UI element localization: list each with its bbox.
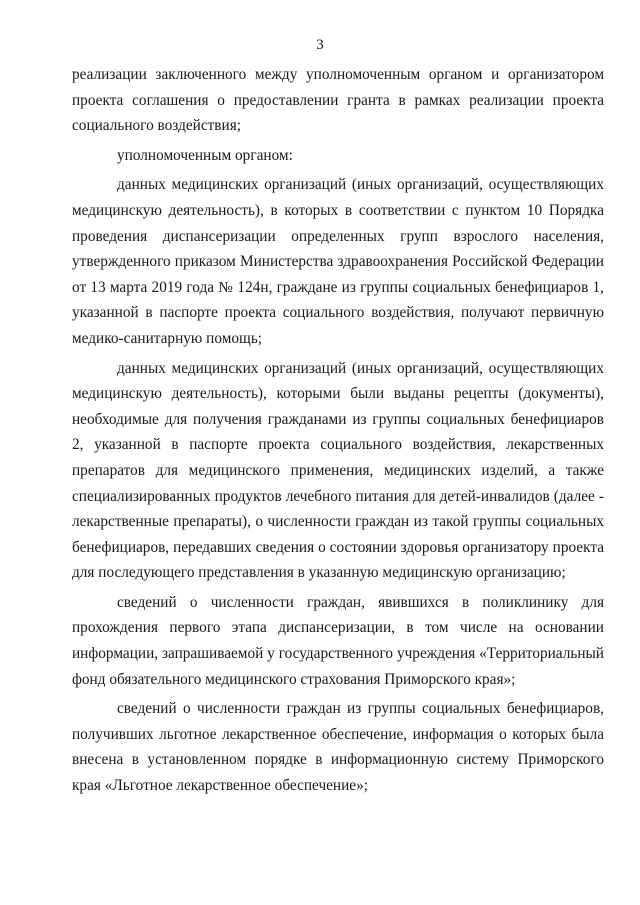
page-number: 3 [316, 37, 324, 53]
paragraph-4: данных медицинских организаций (иных организаций, осуществляющих медицинскую деятельность), которыми были выданы рецепты (документы), необходимые для получения гражданами из группы социальных бенефициаров 2, указанной в паспорте проекта социального воздействия, лекарственных препаратов для медицинского применения, медицинских изделий, а также специализированных продуктов лечебного питания для детей-инвалидов (далее - лекарственные препараты), о численности граждан из такой группы социальных бенефициаров, передавших сведения о состоянии здоровья организатору проекта для последующего представления в указанную медицинскую организацию; [72, 359, 604, 582]
document-body [72, 62, 604, 803]
paragraph-2: уполномоченным органом: [117, 146, 293, 164]
paragraph-6: сведений о численности граждан из группы социальных бенефициаров, получивших льготное лекарственное обеспечение, информация о которых была внесена в установленном порядке в информационную систему Приморского края «Льготное лекарственное обеспечение»; [72, 700, 604, 795]
paragraph-1: реализации заключенного между уполномоченным органом и организатором проекта соглашения о предоставлении гранта в рамках реализации проекта социального воздействия; [72, 66, 604, 135]
paragraph-3: данных медицинских организаций (иных организаций, осуществляющих медицинскую деятельность), в которых в соответствии с пунктом 10 Порядка проведения диспансеризации определенных групп взрослого населения, утвержденного приказом Министерства здравоохранения Российской Федерации от 13 марта 2019 года № 124н, граждане из группы социальных бенефициаров 1, указанной в паспорте проекта социального воздействия, получают первичную медико-санитарную помощь; [72, 176, 604, 347]
paragraph-5: сведений о численности граждан, явившихся в поликлинику для прохождения первого этапа диспансеризации, в том числе на основании информации, запрашиваемой у государственного учреждения «Территориальный фонд обязательного медицинского страхования Приморского края»; [72, 593, 604, 688]
